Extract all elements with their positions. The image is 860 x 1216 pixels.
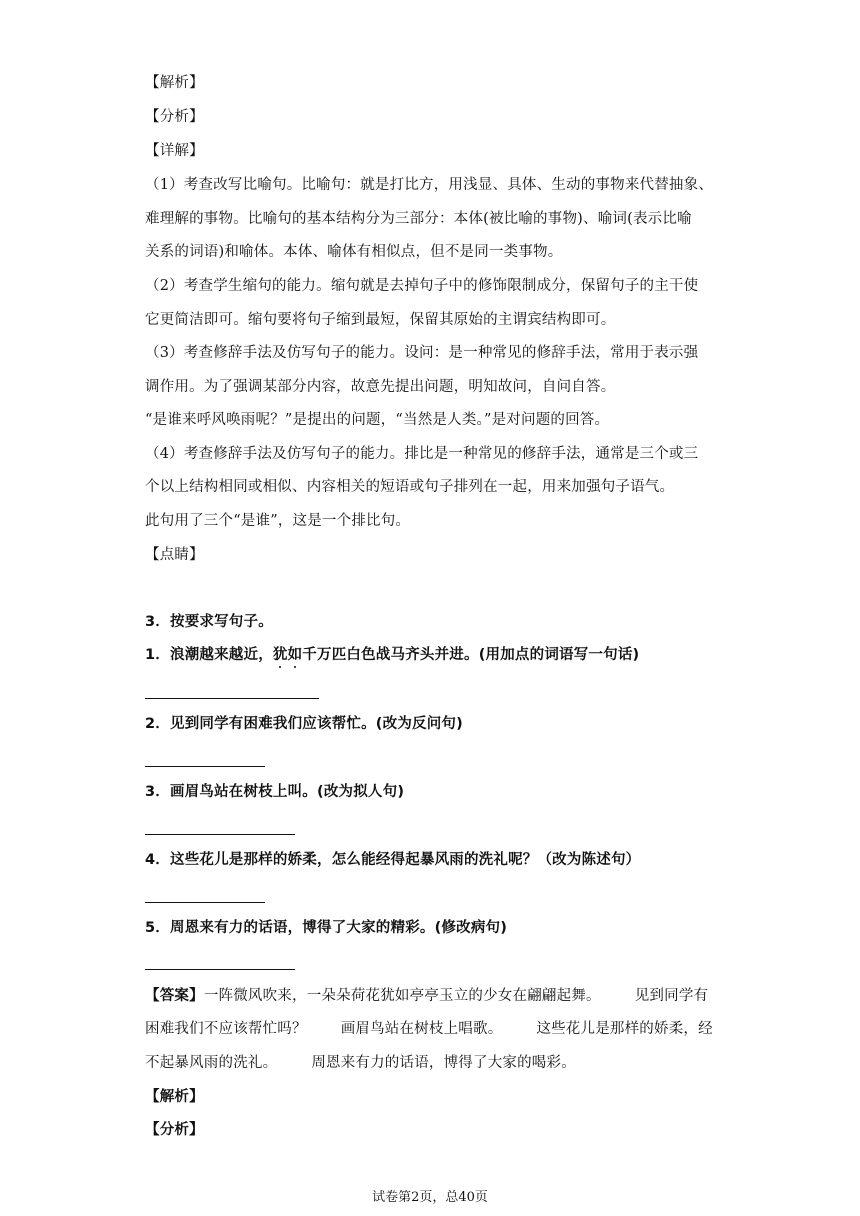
explanation-4-line-2: 个以上结构相同或相似、内容相关的短语或句子排列在一起，用来加强句子语气。	[145, 479, 675, 495]
question-3-item-1	[145, 645, 639, 665]
question-3-item-2: 2．见到同学有困难我们应该帮忙。(改为反问句)	[145, 716, 463, 732]
answer-blank-4[interactable]	[145, 902, 265, 903]
dotted-char-1: 犹	[272, 647, 288, 663]
explanation-4-line-1: （4）考查修辞手法及仿写句子的能力。排比是一种常见的修辞手法，通常是三个或三	[145, 446, 699, 462]
answer-blank-5[interactable]	[145, 969, 295, 970]
section-label-fenxi-2: 【分析】	[145, 1122, 204, 1138]
question-3-title: 3．按要求写句子。	[145, 614, 273, 630]
dotted-char-2: 如	[287, 647, 303, 663]
explanation-1-line-1: （1）考查改写比喻句。比喻句：就是打比方，用浅显、具体、生动的事物来代替抽象、	[145, 177, 714, 193]
answer-blank-1[interactable]	[145, 698, 319, 699]
answer-5: 周恩来有力的话语，博得了大家的喝彩。	[311, 1055, 576, 1071]
explanation-2-line-2: 它更简洁即可。缩句要将句子缩到最短，保留其原始的主谓宾结构即可。	[145, 312, 616, 328]
answer-blank-3[interactable]	[145, 834, 295, 835]
answer-4-start: 这些花儿是那样的娇柔，经	[536, 1021, 713, 1037]
explanation-1-line-2: 难理解的事物。比喻句的基本结构分为三部分：本体(被比喻的事物)、喻词(表示比喻	[145, 211, 692, 227]
answer-line-3	[145, 1053, 576, 1073]
answer-line-1	[145, 986, 708, 1006]
section-label-xiangjie: 【详解】	[145, 143, 204, 159]
answer-1: 一阵微风吹来，一朵朵荷花犹如亭亭玉立的少女在翩翩起舞。	[203, 988, 601, 1004]
question-3-item-5: 5．周恩来有力的话语，博得了大家的精彩。(修改病句)	[145, 920, 508, 936]
section-label-jiexi-2: 【解析】	[145, 1089, 204, 1105]
explanation-3-line-3: “是谁来呼风唤雨呢？”是提出的问题，“当然是人类。”是对问题的回答。	[145, 412, 610, 428]
page-footer: 试卷第2页，总40页	[372, 1190, 488, 1205]
answer-4-end: 不起暴风雨的洗礼。	[145, 1055, 278, 1071]
answer-2-end: 困难我们不应该帮忙吗？	[145, 1021, 307, 1037]
answer-label: 【答案】	[145, 988, 204, 1004]
answer-blank-2[interactable]	[145, 766, 265, 767]
answer-3: 画眉鸟站在树枝上唱歌。	[340, 1021, 503, 1037]
explanation-1-line-3: 关系的词语)和喻体。本体、喻体有相似点，但不是同一类事物。	[145, 244, 563, 260]
section-label-fenxi: 【分析】	[145, 109, 204, 125]
explanation-2-line-1: （2）考查学生缩句的能力。缩句就是去掉句子中的修饰限制成分，保留句子的主干使	[145, 278, 699, 294]
explanation-3-line-1: （3）考查修辞手法及仿写句子的能力。设问：是一种常见的修辞手法，常用于表示强	[145, 345, 699, 361]
question-3-item-4: 4．这些花儿是那样的娇柔，怎么能经得起暴风雨的洗礼呢？（改为陈述句）	[145, 852, 641, 868]
answer-2-start: 见到同学有	[634, 988, 709, 1004]
explanation-4-line-3: 此句用了三个“是谁”，这是一个排比句。	[145, 513, 411, 529]
section-label-dianjing: 【点睛】	[145, 547, 204, 563]
answer-line-2	[145, 1019, 713, 1039]
explanation-3-line-2: 调作用。为了强调某部分内容，故意先提出问题，明知故问，自问自答。	[145, 379, 616, 395]
section-label-jiexi: 【解析】	[145, 75, 204, 91]
item-1-prefix: 1．浪潮越来越近，	[145, 647, 273, 663]
question-3-item-3: 3．画眉鸟站在树枝上叫。(改为拟人句)	[145, 784, 405, 800]
item-1-suffix: 千万匹白色战马齐头并进。(用加点的词语写一句话)	[302, 647, 640, 663]
